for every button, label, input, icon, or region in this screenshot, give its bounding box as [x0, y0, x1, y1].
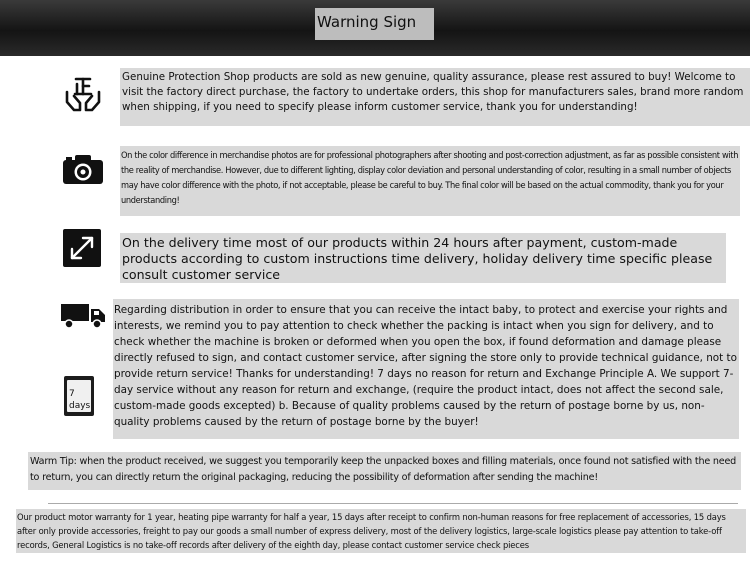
expand-arrow-icon: [63, 229, 101, 267]
page-title: Warning Sign: [315, 8, 434, 40]
camera-icon: [62, 153, 104, 185]
delivery-notice: On the delivery time most of our products within 24 hours after payment, custom-made products according to custom instructions time delivery, holiday delivery time specific please consult customer service: [120, 233, 726, 283]
warm-tip-notice: Warm Tip: when the product received, we suggest you temporarily keep the unpacked boxes and filling materials, once found not satisfied with the need to return, you can directly return the original packaging, reducing the possibility of deformation after sending the machine!: [28, 452, 741, 490]
seven-days-label: 7 days: [69, 389, 91, 411]
header-bar: [0, 0, 750, 56]
hands-guarantee-icon: [64, 74, 102, 114]
truck-icon: [60, 303, 106, 329]
color-notice: On the color difference in merchandise photos are for professional photographers after shooting and post-correction adjustment, as far as possible consistent with the reality of merchandise. However, due to different lighting, display color deviation and personal understanding of color, resulting in a small number of objects may have color difference with the photo, if not acceptable, please be careful to buy. The final color will be based on the actual commodity, thank you for your understanding!: [120, 146, 740, 216]
distribution-notice: Regarding distribution in order to ensure that you can receive the intact baby, to protect and exercise your rights and interests, we remind you to pay attention to check whether the packing is intact when you sign for delivery, and to check whether the machine is broken or deformed when you open the box, if found deformation and damage please directly refused to sign, and contact customer service, after signing the store only to provide technical guidance, not to provide return service! Thanks for understanding! 7 days no reason for return and Exchange Principle A. We support 7-day service without any reason for return and exchange, (require the product intact, does not affect the second sale, custom-made goods excepted) b. Because of quality problems caused by the return of postage borne by us, non-quality problems caused by the return of postage borne by the buyer!: [113, 299, 739, 439]
seven-days-icon: [64, 376, 94, 416]
divider: [48, 503, 738, 504]
warranty-notice: Our product motor warranty for 1 year, heating pipe warranty for half a year, 15 days after receipt to confirm non-human reasons for free replacement of accessories, 15 days after only provide accessories, freight to pay our goods a small number of express delivery, most of the delivery logistics, large-scale logistics please pay attention to take-off records, General Logistics is no take-off records after delivery of the eighth day, please contact customer service check pieces: [16, 509, 746, 553]
genuine-notice: Genuine Protection Shop products are sold as new genuine, quality assurance, please rest assured to buy! Welcome to visit the factory direct purchase, the factory to undertake orders, this shop for manufacturers sales, brand more random when shipping, if you need to specify please inform customer service, thank you for understanding!: [120, 68, 750, 126]
